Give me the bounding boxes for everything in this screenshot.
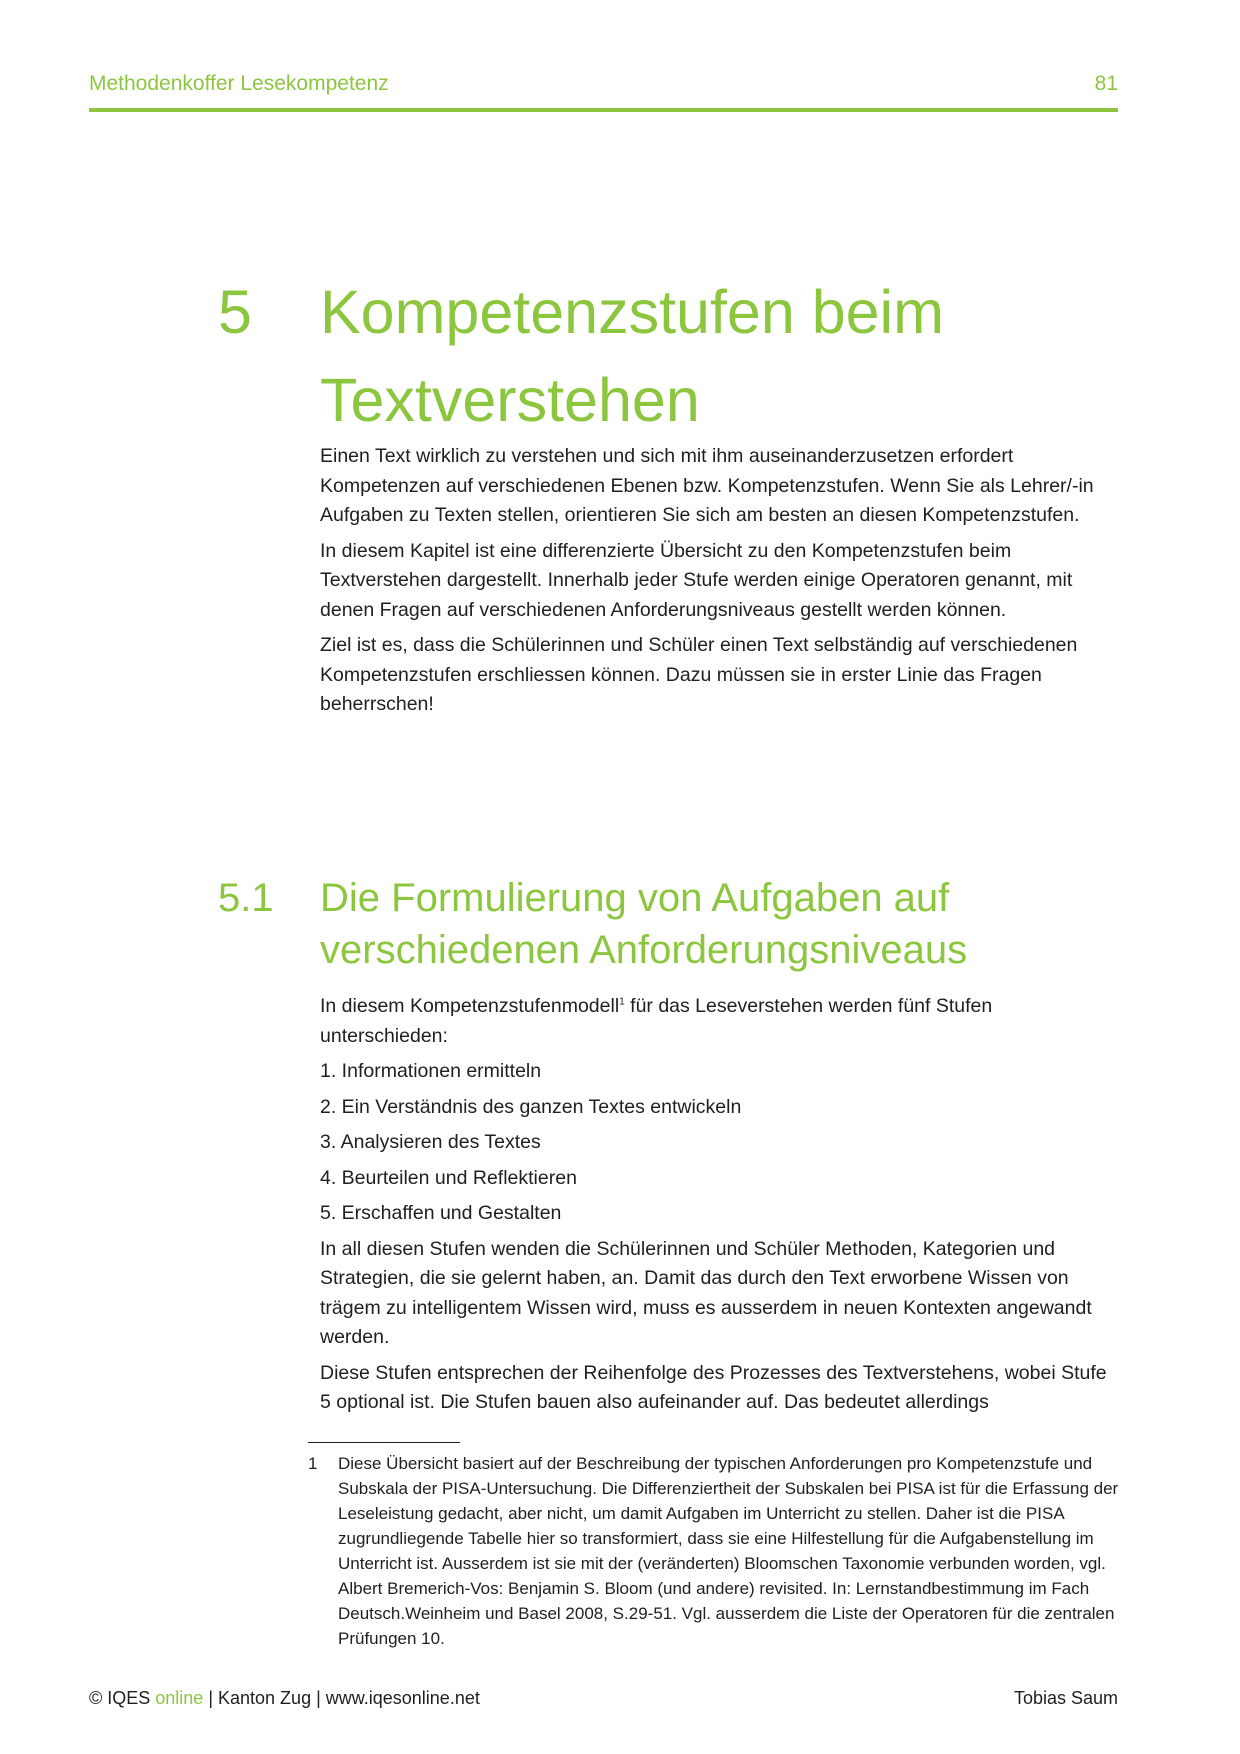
chapter-title: Kompetenzstufen beim Textverstehen <box>320 278 944 434</box>
section-intro <box>320 992 1120 1051</box>
paragraph: Ziel ist es, dass die Schülerinnen und Schüler einen Text selbständig auf verschiedenen Kompetenzstufen erschliessen können. Dazu müssen sie in erster Linie das Fragen beherrschen! <box>320 634 1078 715</box>
footer-author: Tobias Saum <box>1013 1688 1118 1708</box>
footer-copyright <box>89 1688 480 1709</box>
intro-text-cont: für das Leseverstehen werden fünf Stufen unterschieden: <box>320 995 993 1047</box>
list-item: 3. Analysieren des Textes <box>320 1131 541 1153</box>
list-item: 4. Beurteilen und Reflektieren <box>320 1166 577 1189</box>
footnote-number: 1 <box>308 1454 318 1473</box>
section-title: Die Formulierung von Aufgaben auf verschiedenen Anforderungsniveaus <box>320 876 968 972</box>
footer-links[interactable]: | Kanton Zug | www.iqesonline.net <box>203 1688 480 1708</box>
paragraph: In diesem Kapitel ist eine differenzierte Übersicht zu den Kompetenzstufen beim Textverstehen dargestellt. Innerhalb jeder Stufe werden einige Operatoren genannt, mit denen Fragen auf verschiedenen Anforderungsniveaus gestellt werden können. <box>320 539 1073 621</box>
footnote-divider <box>308 1442 460 1443</box>
footnote-text: Diese Übersicht basiert auf der Beschreibung der typischen Anforderungen pro Kompetenzstufe und Subskala der PISA-Untersuchung. Die Differenziertheit der Subskalen bei PISA ist für die Erfassung der Leseleistung gedacht, aber nicht, um damit Aufgaben im Unterricht zu stellen. Daher ist die PISA zugrundliegende Tabelle hier so transformiert, dass sie eine Hilfestellung für die Aufgabenstellung im Unterricht ist. Ausserdem ist sie mit der (veränderten) Bloomschen Taxonomie verbunden worden, vgl. Albert Bremerich-Vos: Benjamin S. Bloom (und andere) revisited. In: Lernstandbestimmung im Fach Deutsch.Weinheim und Basel 2008, S.29-51. Vgl. ausserdem die Liste der Operatoren für die zentralen Prüfungen 10. <box>338 1454 1119 1648</box>
chapter-intro <box>320 442 1120 726</box>
footnote <box>308 1451 1120 1651</box>
intro-text: In diesem Kompetenzstufenmodell <box>320 995 620 1017</box>
list-item: 1. Informationen ermitteln <box>320 1060 542 1082</box>
copyright-text: © IQES <box>89 1688 156 1708</box>
list-item: 2. Ein Verständnis des ganzen Textes entwickeln <box>320 1095 742 1118</box>
page-number: 81 <box>1094 72 1118 95</box>
footnote-reference[interactable]: 1 <box>619 996 625 1008</box>
stage-list <box>320 1057 1120 1229</box>
paragraph: Einen Text wirklich zu verstehen und sich mit ihm auseinanderzusetzen erfordert Kompetenzen auf verschiedenen Ebenen bzw. Kompetenzstufen. Wenn Sie als Lehrer/-in Aufgaben zu Texten stellen, orientieren Sie sich am besten an diesen Kompetenzstufen. <box>320 445 1094 526</box>
paragraph: In all diesen Stufen wenden die Schülerinnen und Schüler Methoden, Kategorien und Strategien, die sie gelernt haben, an. Damit das durch den Text erworbene Wissen von trägem zu intelligentem Wissen wird, muss es ausserdem in neuen Kontexten angewandt werden. <box>320 1237 1092 1348</box>
header-title: Methodenkoffer Lesekompetenz <box>89 72 389 95</box>
page-header <box>89 68 1118 112</box>
section-number: 5.1 <box>218 876 274 920</box>
section-body <box>320 992 1120 1424</box>
footer-online: online <box>155 1688 204 1708</box>
list-item: 5. Erschaffen und Gestalten <box>320 1202 562 1224</box>
chapter-number: 5 <box>218 278 252 346</box>
paragraph: Diese Stufen entsprechen der Reihenfolge des Prozesses des Textverstehens, wobei Stufe 5 optional ist. Die Stufen bauen also aufeinander auf. Das bedeutet allerdings <box>320 1361 1107 1413</box>
